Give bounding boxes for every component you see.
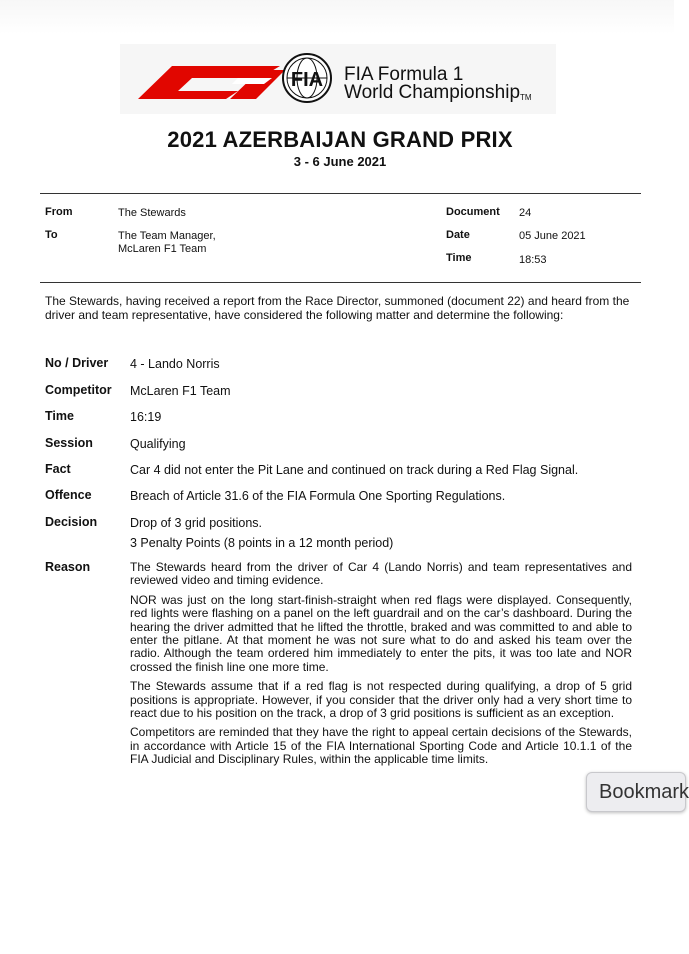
f1-logo-icon: [120, 44, 350, 114]
reason-paragraph: The Stewards heard from the driver of Car 4 (Lando Norris) and team representatives and reviewed video and timing evidence.: [130, 560, 632, 588]
time-label: Time: [45, 409, 74, 423]
reason-text: [130, 561, 632, 773]
org-name-line1: FIA Formula 1: [344, 64, 464, 85]
time-label: Time: [446, 252, 472, 264]
document-label: Document: [446, 206, 500, 218]
event-dates: 3 - 6 June 2021: [293, 154, 387, 169]
driver-label: No / Driver: [45, 356, 109, 370]
to-label: To: [45, 229, 58, 241]
time-value: 16:19: [130, 410, 162, 424]
competitor-value: McLaren F1 Team: [130, 384, 231, 398]
date-value: 05 June 2021: [519, 230, 586, 242]
decision-value-2: 3 Penalty Points (8 points in a 12 month period): [130, 536, 394, 550]
document-value: 24: [519, 207, 532, 219]
decision-value-1: Drop of 3 grid positions.: [130, 516, 263, 530]
fia-mark: FIA: [290, 69, 324, 91]
header-logo: [120, 44, 556, 114]
from-label: From: [45, 206, 73, 218]
org-name-line2: World Championship™: [344, 82, 532, 103]
competitor-label: Competitor: [45, 383, 112, 397]
divider: [40, 282, 641, 283]
reason-label: Reason: [45, 560, 91, 574]
event-title: 2021 AZERBAIJAN GRAND PRIX: [167, 127, 513, 152]
top-bar: [0, 0, 674, 34]
from-value: The Stewards: [118, 207, 186, 219]
offence-value: Breach of Article 31.6 of the FIA Formula One Sporting Regulations.: [130, 489, 506, 503]
session-label: Session: [45, 436, 93, 450]
reason-paragraph: Competitors are reminded that they have the right to appeal certain decisions of the Stewards, in accordance with Article 15 of the FIA International Sporting Code and Article 10.1.1 of the FIA Judicial and Disciplinary Rules, within the applicable time limits.: [130, 725, 632, 767]
trademark: TM: [520, 93, 532, 102]
reason-paragraph: The Stewards assume that if a red flag is not respected during qualifying, a drop of 5 grid positions is appropriate. However, if you consider that the driver only had a very short time to react due to his position on the track, a drop of 3 grid positions is sufficient as an exception.: [130, 679, 632, 721]
fact-value: Car 4 did not enter the Pit Lane and continued on track during a Red Flag Signal.: [130, 463, 579, 477]
session-value: Qualifying: [130, 437, 186, 451]
to-value: The Team Manager, McLaren F1 Team: [118, 230, 216, 255]
divider: [40, 193, 641, 194]
fact-label: Fact: [45, 462, 71, 476]
time-value: 18:53: [519, 254, 547, 266]
date-label: Date: [446, 229, 470, 241]
offence-label: Offence: [45, 488, 92, 502]
decision-label: Decision: [45, 515, 98, 529]
bookmark-button[interactable]: Bookmark: [586, 772, 686, 812]
reason-paragraph: NOR was just on the long start-finish-straight when red flags were displayed. Consequently, red lights were flashing on a panel on the left guardrail and on the car’s dashboard. During the hearing the driver admitted that he lifted the throttle, braked and was committed to and able to enter the pitlane. At that moment he was not sure what to do and asked his team over the radio. Although the team ordered him immediately to enter the pits, it was too late and NOR crossed the finish line one more time.: [130, 592, 632, 674]
driver-value: 4 - Lando Norris: [130, 357, 220, 371]
intro-paragraph: The Stewards, having received a report from the Race Director, summoned (document 22) and heard from the driver and team representative, have considered the following matter and determine the following:: [45, 294, 630, 322]
